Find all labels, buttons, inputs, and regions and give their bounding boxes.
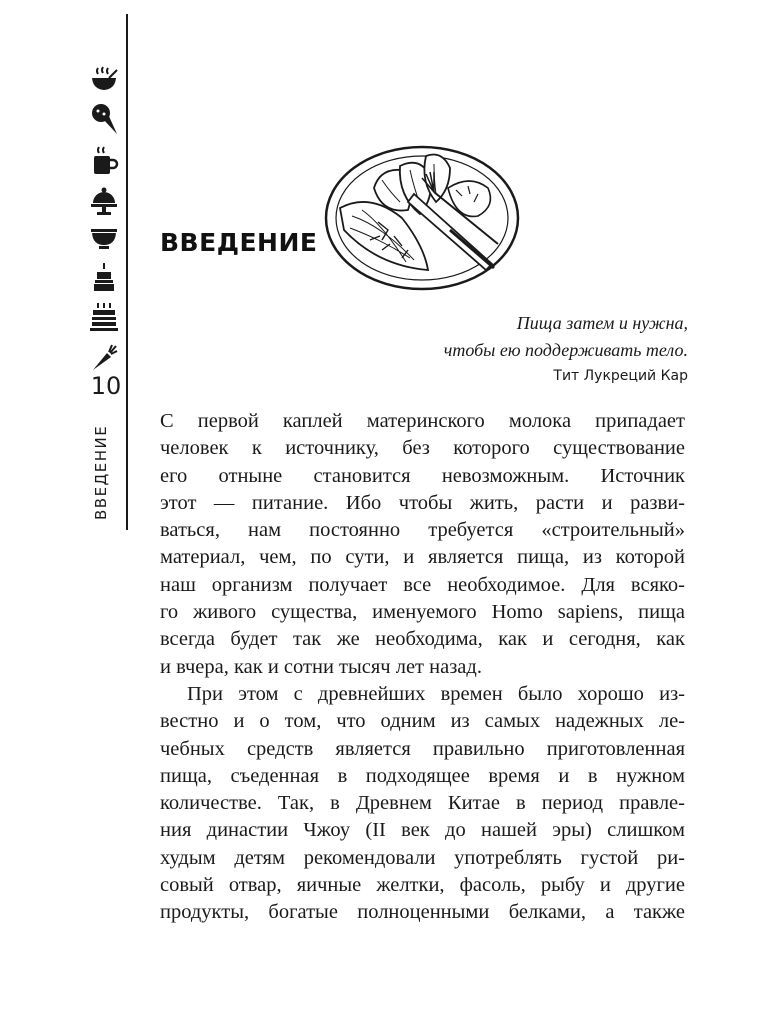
text-line: и вчера, как и сотни тысяч лет назад. [160, 655, 482, 678]
text-line: материал, чем, по сути, и является пища, из которой [160, 546, 685, 569]
cloche-dish-icon [89, 186, 119, 216]
text-line: человек к источнику, без которого существование [160, 437, 685, 460]
soup-bowl-icon [89, 66, 119, 92]
cake-slice-icon [89, 262, 119, 292]
text-line: наш организм получает все необходимое. Для всяко- [160, 573, 685, 596]
text-line: чебных средств является правильно приготовленная [160, 737, 685, 760]
plate-illustration [322, 140, 522, 300]
chapter-title: ВВЕДЕНИЕ [160, 228, 318, 257]
epigraph-line: Пища затем и нужна, [516, 313, 688, 333]
text-line: продукты, богатые полноценными белками, а также [160, 901, 685, 924]
text-line: количестве. Так, в Древнем Китае в период правле- [160, 792, 685, 815]
bowl-icon [89, 226, 119, 252]
text-line: го живого существа, именуемого Homo sapiens, пища [160, 601, 685, 624]
text-line: вестно и о том, что одним из самых надежных ле- [160, 710, 685, 733]
text-line: этот — питание. Ибо чтобы жить, расти и разви- [160, 491, 685, 514]
text-line: ваться, нам постоянно требуется «строительный» [160, 519, 685, 542]
epigraph-author: Тит Лукреций Кар [553, 368, 688, 384]
text-line: пища, съеденная в подходящее время и в нужном [160, 764, 685, 787]
ice-cream-cone-icon [89, 102, 119, 136]
text-line: С первой каплей материнского молока припадает [160, 410, 685, 432]
text-line: совый отвар, яичные желтки, фасоль, рыбу и другие [160, 874, 685, 897]
coffee-cup-icon [89, 146, 119, 176]
paragraph-1 [160, 408, 685, 681]
epigraph-line: чтобы ею поддерживать тело. [443, 340, 688, 360]
carrot-icon [89, 342, 119, 372]
text-line: худым детям рекомендовали употреблять густой ри- [160, 846, 685, 869]
page-number: 10 [90, 372, 122, 400]
side-divider [126, 14, 128, 530]
running-header-label: ВВЕДЕНИЕ [92, 424, 110, 520]
epigraph [444, 310, 688, 387]
body-text [160, 408, 685, 927]
text-line: ния династии Чжоу (II век до нашей эры) слишком [160, 819, 685, 842]
paragraph-2 [160, 681, 685, 927]
text-line: всегда будет так же необходима, как и сегодня, как [160, 628, 685, 651]
food-icon-column [86, 66, 122, 382]
text-line: его отныне становится невозможным. Источник [160, 464, 685, 487]
layer-cake-icon [89, 302, 119, 332]
text-line: При этом с древнейших времен было хорошо из- [187, 682, 685, 705]
